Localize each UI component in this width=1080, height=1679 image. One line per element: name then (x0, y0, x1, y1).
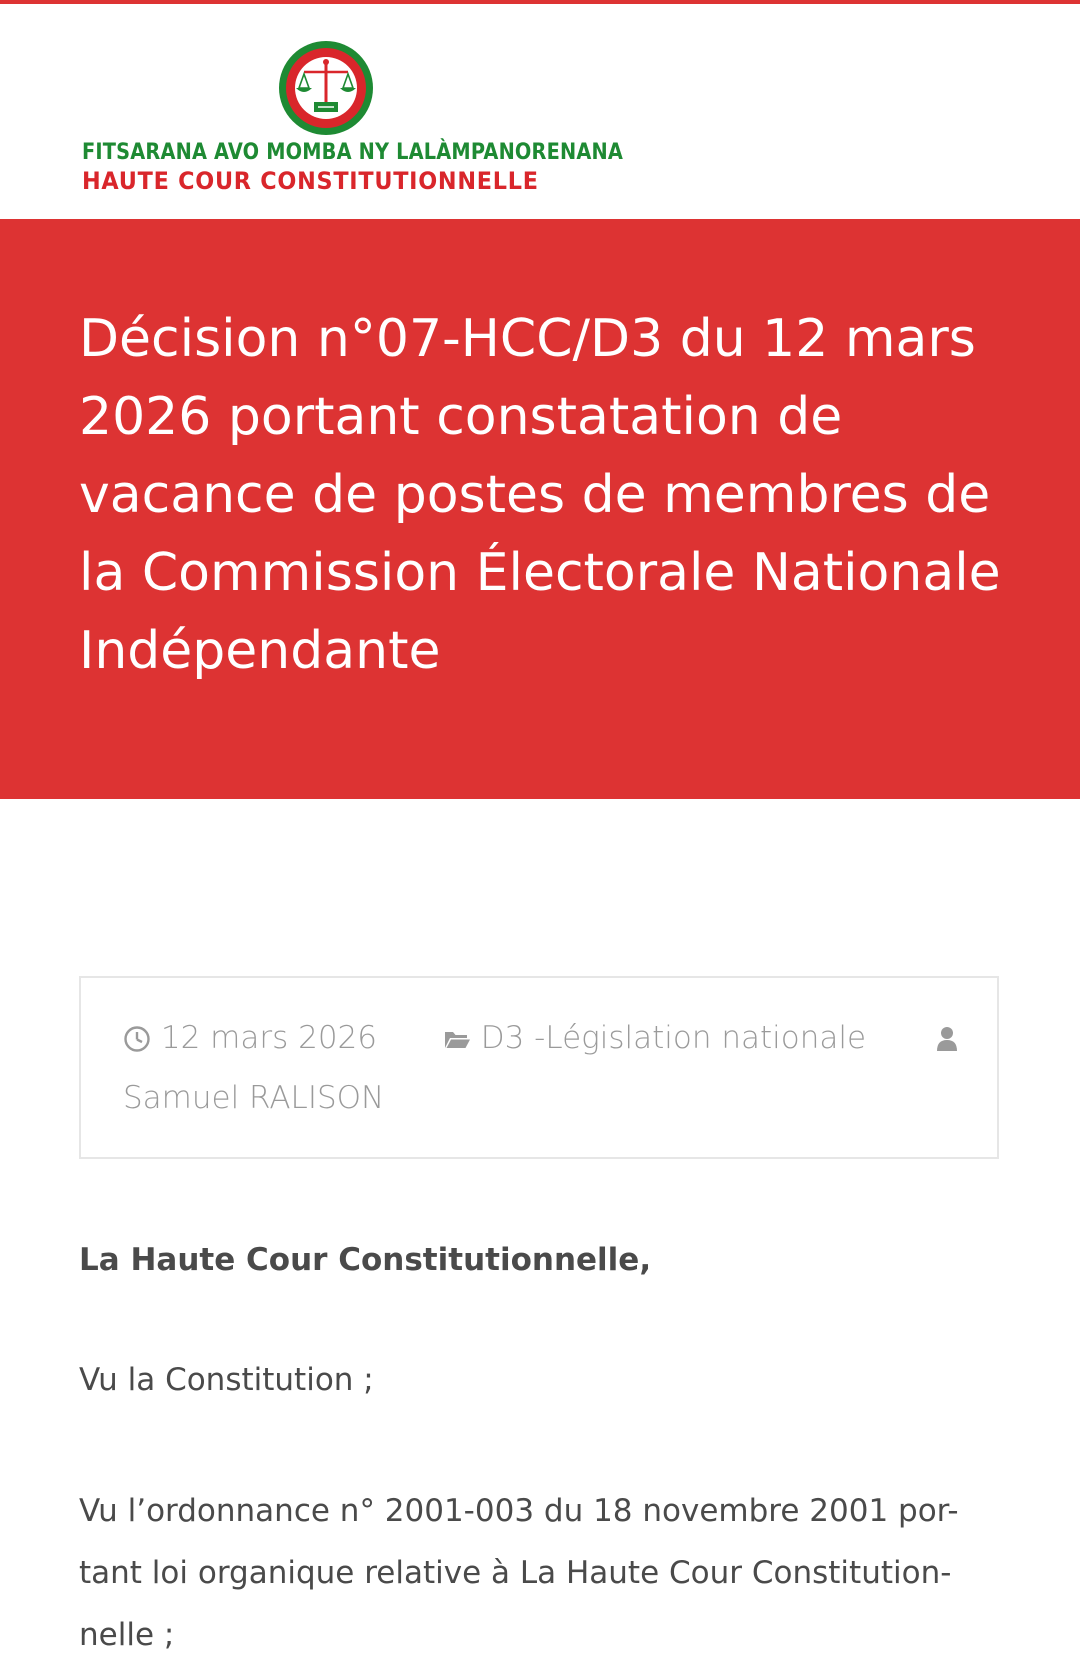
article-paragraph-line: tant loi organique relative à La Haute Cour Constitution- (79, 1555, 952, 1591)
scales-of-justice-emblem-icon (276, 38, 376, 138)
article-paragraph-line: nelle ; (79, 1617, 175, 1653)
folder-icon (443, 1027, 471, 1051)
article-lead: La Haute Cour Constitutionnelle, (79, 1242, 652, 1278)
post-category[interactable] (443, 1020, 866, 1056)
logo-text-french: HAUTE COUR CONSTITUTIONNELLE (82, 167, 539, 195)
clock-icon (123, 1025, 151, 1053)
post-author-text: Samuel RALISON (123, 1080, 385, 1116)
article-content (79, 1240, 989, 1653)
post-meta-box (79, 976, 999, 1159)
post-category-text: D3 -Législation nationale (480, 1019, 867, 1056)
post-date-text: 12 mars 2026 (160, 1019, 377, 1056)
post-meta-line (123, 1018, 958, 1056)
article-paragraph-line: Vu l’ordonnance n° 2001-003 du 18 novembre 2001 por- (79, 1493, 959, 1529)
user-icon (936, 1026, 958, 1052)
post-author-icon-wrap (936, 1020, 958, 1056)
post-author[interactable] (123, 1080, 384, 1116)
article-paragraph (79, 1480, 989, 1666)
article-paragraph: Vu la Constitution ; (79, 1362, 374, 1398)
page-title: Décision n°07-HCC/D3 du 12 mars 2026 portant constatation de vacance de postes de membres de la Commission Électorale Nationale Indépendante (79, 309, 1001, 681)
site-header (0, 4, 1080, 219)
post-date[interactable] (123, 1020, 377, 1056)
logo-text-malagasy: FITSARANA AVO MOMBA NY LALÀMPANORENANA (82, 139, 624, 165)
